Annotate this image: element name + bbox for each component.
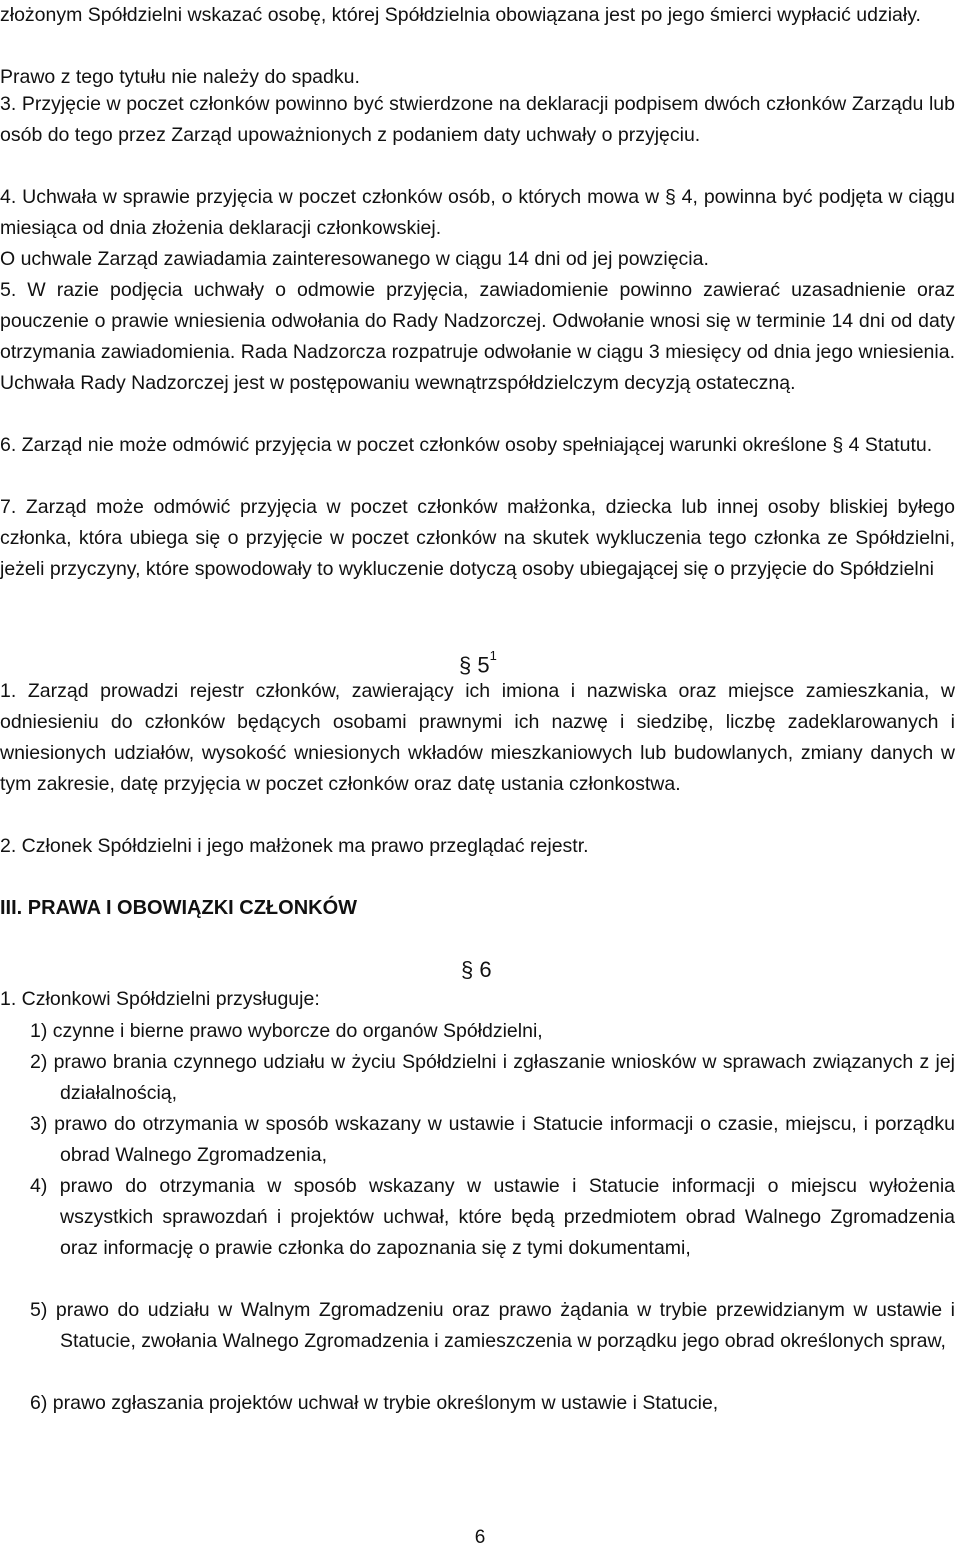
- paragraph-7: 7. Zarząd może odmówić przyjęcia w poczet członków małżonka, dziecka lub innej osoby bliskiej byłego członka, która ubiega się o przyjęcie w poczet członków na skutek wykluczenia tego członka ze Spółdzielni, jeżeli przyczyny, które spowodowały to wykluczenie dotyczą osoby ubiegającej się o przyjęcie do Spółdzielni: [0, 496, 955, 580]
- list-item: 6) prawo zgłaszania projektów uchwał w trybie określonym w ustawie i Statucie,: [30, 1392, 719, 1414]
- page-number: 6: [474, 1527, 486, 1548]
- list-item: 3) prawo do otrzymania w sposób wskazany w ustawie i Statucie informacji o czasie, miejscu, i porządku obrad Walnego Zgromadzenia,: [30, 1113, 955, 1166]
- section-5-1-paragraph-2: 2. Członek Spółdzielni i jego małżonek ma prawo przeglądać rejestr.: [0, 835, 589, 857]
- list-item: 2) prawo brania czynnego udziału w życiu Spółdzielni i zgłaszanie wniosków w sprawach związanych z jej działalnością,: [30, 1051, 955, 1104]
- section-6-intro: 1. Członkowi Spółdzielni przysługuje:: [0, 988, 320, 1010]
- paragraph-inheritance-note: Prawo z tego tytułu nie należy do spadku.: [0, 66, 360, 88]
- paragraph-continuation: złożonym Spółdzielni wskazać osobę, której Spółdzielnia obowiązana jest po jego śmierci wypłacić udziały.: [0, 4, 921, 26]
- paragraph-6: 6. Zarząd nie może odmówić przyjęcia w poczet członków osoby spełniającej warunki określone § 4 Statutu.: [0, 434, 933, 456]
- section-5-1-superscript: 1: [489, 648, 497, 663]
- section-5-1-paragraph-1: 1. Zarząd prowadzi rejestr członków, zawierający ich imiona i nazwiska oraz miejsce zamieszkania, w odniesieniu do członków będących osobami prawnymi ich nazwę i siedzibę, liczbę zadeklarowanych i wniesionych udziałów, wysokość wniesionych wkładów mieszkaniowych lub budowlanych, zmiany danych w tym zakresie, datę przyjęcia w poczet członków oraz datę ustania członkostwa.: [0, 680, 955, 795]
- paragraph-5: 5. W razie podjęcia uchwały o odmowie przyjęcia, zawiadomienie powinno zawierać uzasadnienie oraz pouczenie o prawie wniesienia odwołania do Rady Nadzorczej. Odwołanie wnosi się w terminie 14 dni od daty otrzymania zawiadomienia. Rada Nadzorcza rozpatruje odwołanie w ciągu 3 miesięcy od dnia jego wniesienia. Uchwała Rady Nadzorczej jest w postępowaniu wewnątrzspółdzielczym decyzją ostateczną.: [0, 279, 955, 394]
- list-item: 5) prawo do udziału w Walnym Zgromadzeniu oraz prawo żądania w trybie przewidzianym w ustawie i Statucie, zwołania Walnego Zgromadzenia i zamieszczenia w porządku jego obrad określonych spraw,: [30, 1299, 955, 1352]
- paragraph-4-notice: O uchwale Zarząd zawiadamia zainteresowanego w ciągu 14 dni od jej powzięcia.: [0, 248, 709, 270]
- list-item: 4) prawo do otrzymania w sposób wskazany w ustawie i Statucie informacji o miejscu wyłożenia wszystkich sprawozdań i projektów uchwał, które będą przedmiotem obrad Walnego Zgromadzenia oraz informację o prawie członka do zapoznania się z tymi dokumentami,: [30, 1175, 955, 1259]
- section-6-heading: § 6: [461, 957, 492, 982]
- paragraph-3: 3. Przyjęcie w poczet członków powinno być stwierdzone na deklaracji podpisem dwóch członków Zarządu lub osób do tego przez Zarząd upoważnionych z podaniem daty uchwały o przyjęciu.: [0, 93, 955, 146]
- list-item: 1) czynne i bierne prawo wyborcze do organów Spółdzielni,: [30, 1020, 543, 1042]
- section-5-1-symbol: § 5: [459, 652, 490, 678]
- chapter-heading: III. PRAWA I OBOWIĄZKI CZŁONKÓW: [0, 897, 358, 919]
- paragraph-4: 4. Uchwała w sprawie przyjęcia w poczet członków osób, o których mowa w § 4, powinna być podjęta w ciągu miesiąca od dnia złożenia deklaracji członkowskiej.: [0, 186, 955, 239]
